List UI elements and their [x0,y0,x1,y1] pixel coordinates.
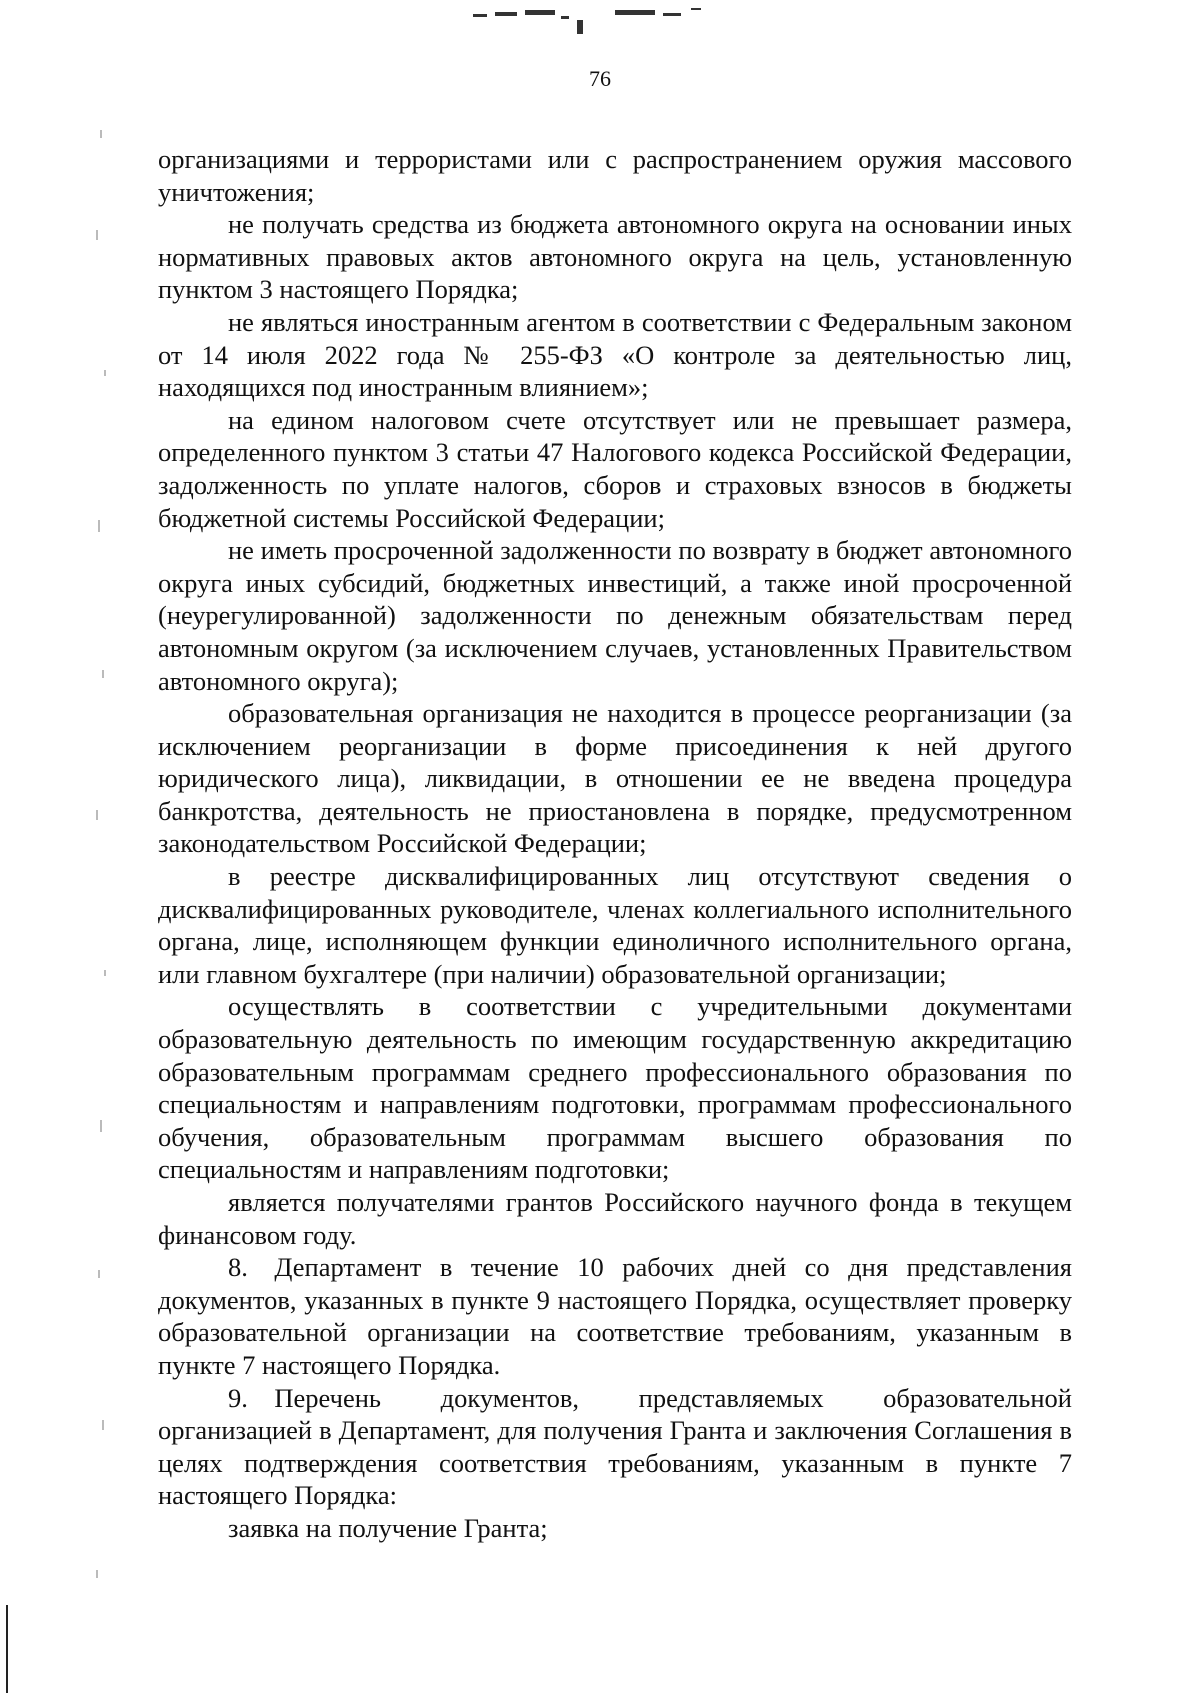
paragraph: образовательная организация не находится в процессе реорганизации (за исключением реорганизации в форме присоединения к ней другого юридического лица), ликвидации, в отношении ее не введена процедура банкротства, деятельность не приостановлена в порядке, предусмотренном законодательством Российской Федерации; [158,698,1072,859]
paragraph: не иметь просроченной задолженности по возврату в бюджет автономного округа иных субсидий, бюджетных инвестиций, а также иной просроченной (неурегулированной) задолженности по денежным обязательствам перед автономным округом (за исключением случаев, установленных Правительством автономного округа); [158,535,1072,696]
margin-scan-noise [60,110,150,1690]
document-body [158,143,1072,1545]
paragraph-continuation: организациями и террористами или с распространением оружия массового уничтожения; [158,144,1072,207]
paragraph: осуществлять в соответствии с учредительными документами образовательную деятельность по имеющим государственную аккредитацию образовательным программам среднего профессионального образования по специальностям и направлениям подготовки, программам профессионального обучения, образовательным программам высшего образования по специальностям и направлениям подготовки; [158,991,1072,1185]
page-number: 76 [589,66,611,91]
scan-artifact [465,4,745,38]
numbered-clause-8: 8. Департамент в течение 10 рабочих дней со дня представления документов, указанных в пункте 9 настоящего Порядка, осуществляет проверку образовательной организации на соответствие требованиям, указанным в пункте 7 настоящего Порядка. [158,1252,1072,1380]
numbered-clause-9: 9. Перечень документов, представляемых образовательной организацией в Департамент, для получения Гранта и заключения Соглашения в целях подтверждения соответствия требованиям, указанным в пункте 7 настоящего Порядка: [158,1382,1072,1511]
paragraph: не являться иностранным агентом в соответствии с Федеральным законом от 14 июля 2022 года № 255-ФЗ «О контроле за деятельностью лиц, находящихся под иностранным влиянием»; [158,306,1072,403]
paragraph: является получателями грантов Российского научного фонда в текущем финансовом году. [158,1187,1072,1250]
paragraph: в реестре дисквалифицированных лиц отсутствуют сведения о дисквалифицированных руководителе, членах коллегиального исполнительного органа, лице, исполняющем функции единоличного исполнительного органа, или главном бухгалтере (при наличии) образовательной организации; [158,861,1072,989]
paragraph: заявка на получение Гранта; [228,1512,548,1543]
paragraph: не получать средства из бюджета автономного округа на основании иных нормативных правовых актов автономного округа на цель, установленную пунктом 3 настоящего Порядка; [158,209,1072,305]
paragraph: на едином налоговом счете отсутствует или не превышает размера, определенного пунктом 3 статьи 47 Налогового кодекса Российской Федерации, задолженность по уплате налогов, сборов и страховых взносов в бюджеты бюджетной системы Российской Федерации; [158,404,1072,533]
scan-edge-line [6,1605,8,1693]
